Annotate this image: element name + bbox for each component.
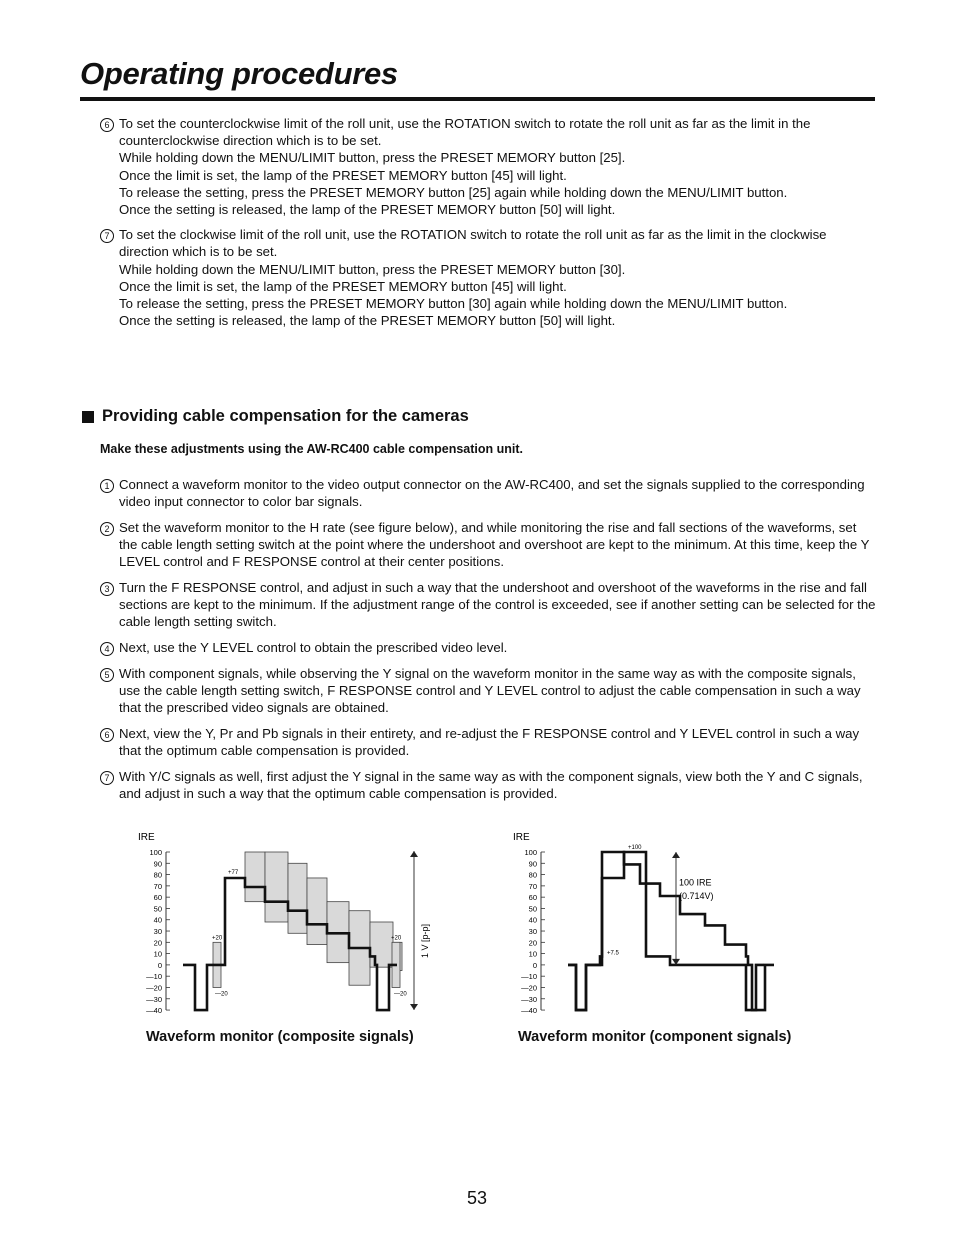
cable-steps-list (100, 476, 876, 811)
peak-label: +77 (228, 869, 239, 876)
section-heading-text: Providing cable compensation for the cameras (102, 407, 469, 425)
list-item (100, 768, 876, 802)
tick-label: 40 (528, 915, 537, 925)
step-text: With component signals, while observing the Y signal on the waveform monitor in the same way as with the composite signals, use the cable length setting switch, F RESPONSE control and Y LEVEL control to adjust the cable compensation in such a way that the prescribed video signals are obtained. (119, 665, 861, 716)
step-line: To set the counterclockwise limit of the roll unit, use the ROTATION switch to rotate the roll unit as far as the limit in the counterclockwise direction which is to be set. (119, 116, 811, 149)
tick-label: 60 (528, 893, 537, 903)
ire-label-line1: 100 IRE (679, 877, 712, 888)
tick-label: —10 (521, 972, 537, 982)
list-item (100, 476, 876, 510)
step-number: 5 (100, 668, 114, 682)
step-line: To release the setting, press the PRESET MEMORY button [25] again while holding down the MENU/LIMIT button. (119, 184, 788, 200)
step-text: Next, view the Y, Pr and Pb signals in their entirety, and re-adjust the F RESPONSE control and Y LEVEL control in such a way that the optimum cable compensation is provided. (119, 725, 860, 759)
axis-label: IRE (513, 832, 530, 843)
tick-label: 0 (157, 960, 162, 970)
step-line: Once the setting is released, the lamp of the PRESET MEMORY button [50] will light. (119, 313, 616, 329)
tick-label: 20 (528, 938, 537, 948)
chroma-box (245, 852, 265, 902)
step-text: Turn the F RESPONSE control, and adjust in such a way that the undershoot and overshoot of the waveforms in the rise and fall sections are kept to the minimum. If the adjustment range of the control is exceeded, see if another setting can be selected for the cable length setting switch. (119, 580, 876, 630)
square-bullet-icon (82, 411, 94, 423)
list-item (100, 579, 876, 631)
step-line: To set the clockwise limit of the roll unit, use the ROTATION switch to rotate the roll unit as far as the limit in the clockwise direction which is to be set. (119, 227, 827, 260)
list-item (100, 226, 876, 329)
chroma-box (307, 878, 327, 945)
peak-label: +100 (628, 845, 642, 851)
step-number: 2 (100, 522, 114, 536)
setup-label: +7.5 (607, 950, 619, 957)
step-number: 7 (100, 229, 114, 243)
step-line: Once the limit is set, the lamp of the PRESET MEMORY button [45] will light. (119, 278, 567, 294)
tick-label: 100 (149, 848, 162, 857)
tick-label: 70 (153, 881, 162, 891)
axis-label: IRE (138, 832, 155, 843)
list-item (100, 115, 876, 218)
step-line: While holding down the MENU/LIMIT button, press the PRESET MEMORY button [30]. (119, 261, 626, 277)
tick-label: 80 (153, 870, 162, 880)
step-number: 6 (100, 728, 114, 742)
list-item (100, 665, 876, 717)
tick-label: 40 (153, 915, 162, 925)
step-number: 6 (100, 118, 114, 132)
vpp-label: 1 V [p-p] (420, 924, 430, 959)
step-number: 4 (100, 642, 114, 656)
tick-label: 10 (528, 949, 537, 959)
tick-label: 50 (153, 904, 162, 914)
roll-steps-list (100, 115, 876, 337)
tick-label: 0 (532, 960, 537, 970)
step-line: To release the setting, press the PRESET MEMORY button [30] again while holding down the MENU/LIMIT button. (119, 296, 788, 312)
burst-top-label: +20 (391, 935, 402, 942)
list-item (100, 639, 876, 656)
component-caption: Waveform monitor (component signals) (518, 1029, 792, 1045)
component-staircase-line (568, 852, 774, 1010)
ire-label-line2: (0.714V) (679, 891, 714, 902)
step-text: Connect a waveform monitor to the video output connector on the AW-RC400, and set the signals supplied to the corresponding video input connector to color bar signals. (119, 477, 865, 510)
arrow-up-icon (410, 851, 418, 857)
tick-label: 20 (153, 938, 162, 948)
tick-label: —40 (521, 1006, 537, 1016)
composite-waveform-figure (135, 828, 445, 1023)
title-rule (80, 97, 875, 101)
tick-label: —20 (521, 983, 537, 993)
tick-label: 50 (528, 904, 537, 914)
step-text: Next, use the Y LEVEL control to obtain the prescribed video level. (119, 640, 508, 656)
list-item (100, 725, 876, 759)
step-text: With Y/C signals as well, first adjust the Y signal in the same way as with the component signals, view both the Y and C signals, and adjust in such a way that the optimum cable compensation is provided. (119, 768, 863, 802)
burst-bottom-label: —20 (215, 991, 228, 998)
burst-top-label: +20 (212, 935, 223, 942)
component-waveform-figure (510, 828, 800, 1023)
step-line: Once the setting is released, the lamp of the PRESET MEMORY button [50] will light. (119, 202, 616, 218)
tick-label: 100 (524, 848, 537, 857)
tick-label: —40 (146, 1006, 162, 1016)
arrow-down-icon (410, 1004, 418, 1010)
arrow-up-icon (672, 852, 680, 858)
tick-label: 30 (153, 927, 162, 937)
chroma-box (370, 922, 393, 967)
list-item (100, 519, 876, 571)
component-y-waveform-line (568, 852, 764, 1010)
section-heading (82, 407, 469, 426)
tick-label: —20 (146, 983, 162, 993)
tick-label: 80 (528, 870, 537, 880)
section-intro: Make these adjustments using the AW-RC400 cable compensation unit. (100, 442, 523, 456)
step-line: Once the limit is set, the lamp of the PRESET MEMORY button [45] will light. (119, 167, 567, 183)
tick-label: 90 (153, 859, 162, 869)
tick-label: —10 (146, 972, 162, 982)
step-line: While holding down the MENU/LIMIT button, press the PRESET MEMORY button [25]. (119, 150, 626, 166)
tick-label: 30 (528, 927, 537, 937)
step-text: Set the waveform monitor to the H rate (see figure below), and while monitoring the rise and fall sections of the waveforms, set the cable length setting switch at the point where the undershoot and overshoot are kept to the minimum. At this time, keep the Y LEVEL control and F RESPONSE control at their center positions. (119, 519, 870, 570)
composite-caption: Waveform monitor (composite signals) (146, 1029, 414, 1045)
step-number: 1 (100, 479, 114, 493)
burst-bottom-label: —20 (394, 991, 407, 998)
page-title: Operating procedures (80, 56, 398, 91)
step-number: 3 (100, 582, 114, 596)
tick-label: 70 (528, 881, 537, 891)
tick-label: 90 (528, 859, 537, 869)
chroma-box (288, 863, 307, 933)
tick-label: 60 (153, 893, 162, 903)
step-number: 7 (100, 771, 114, 785)
tick-label: —30 (521, 994, 537, 1004)
chroma-box (265, 852, 288, 922)
page-number: 53 (466, 1188, 488, 1208)
tick-label: 10 (153, 949, 162, 959)
tick-label: —30 (146, 994, 162, 1004)
